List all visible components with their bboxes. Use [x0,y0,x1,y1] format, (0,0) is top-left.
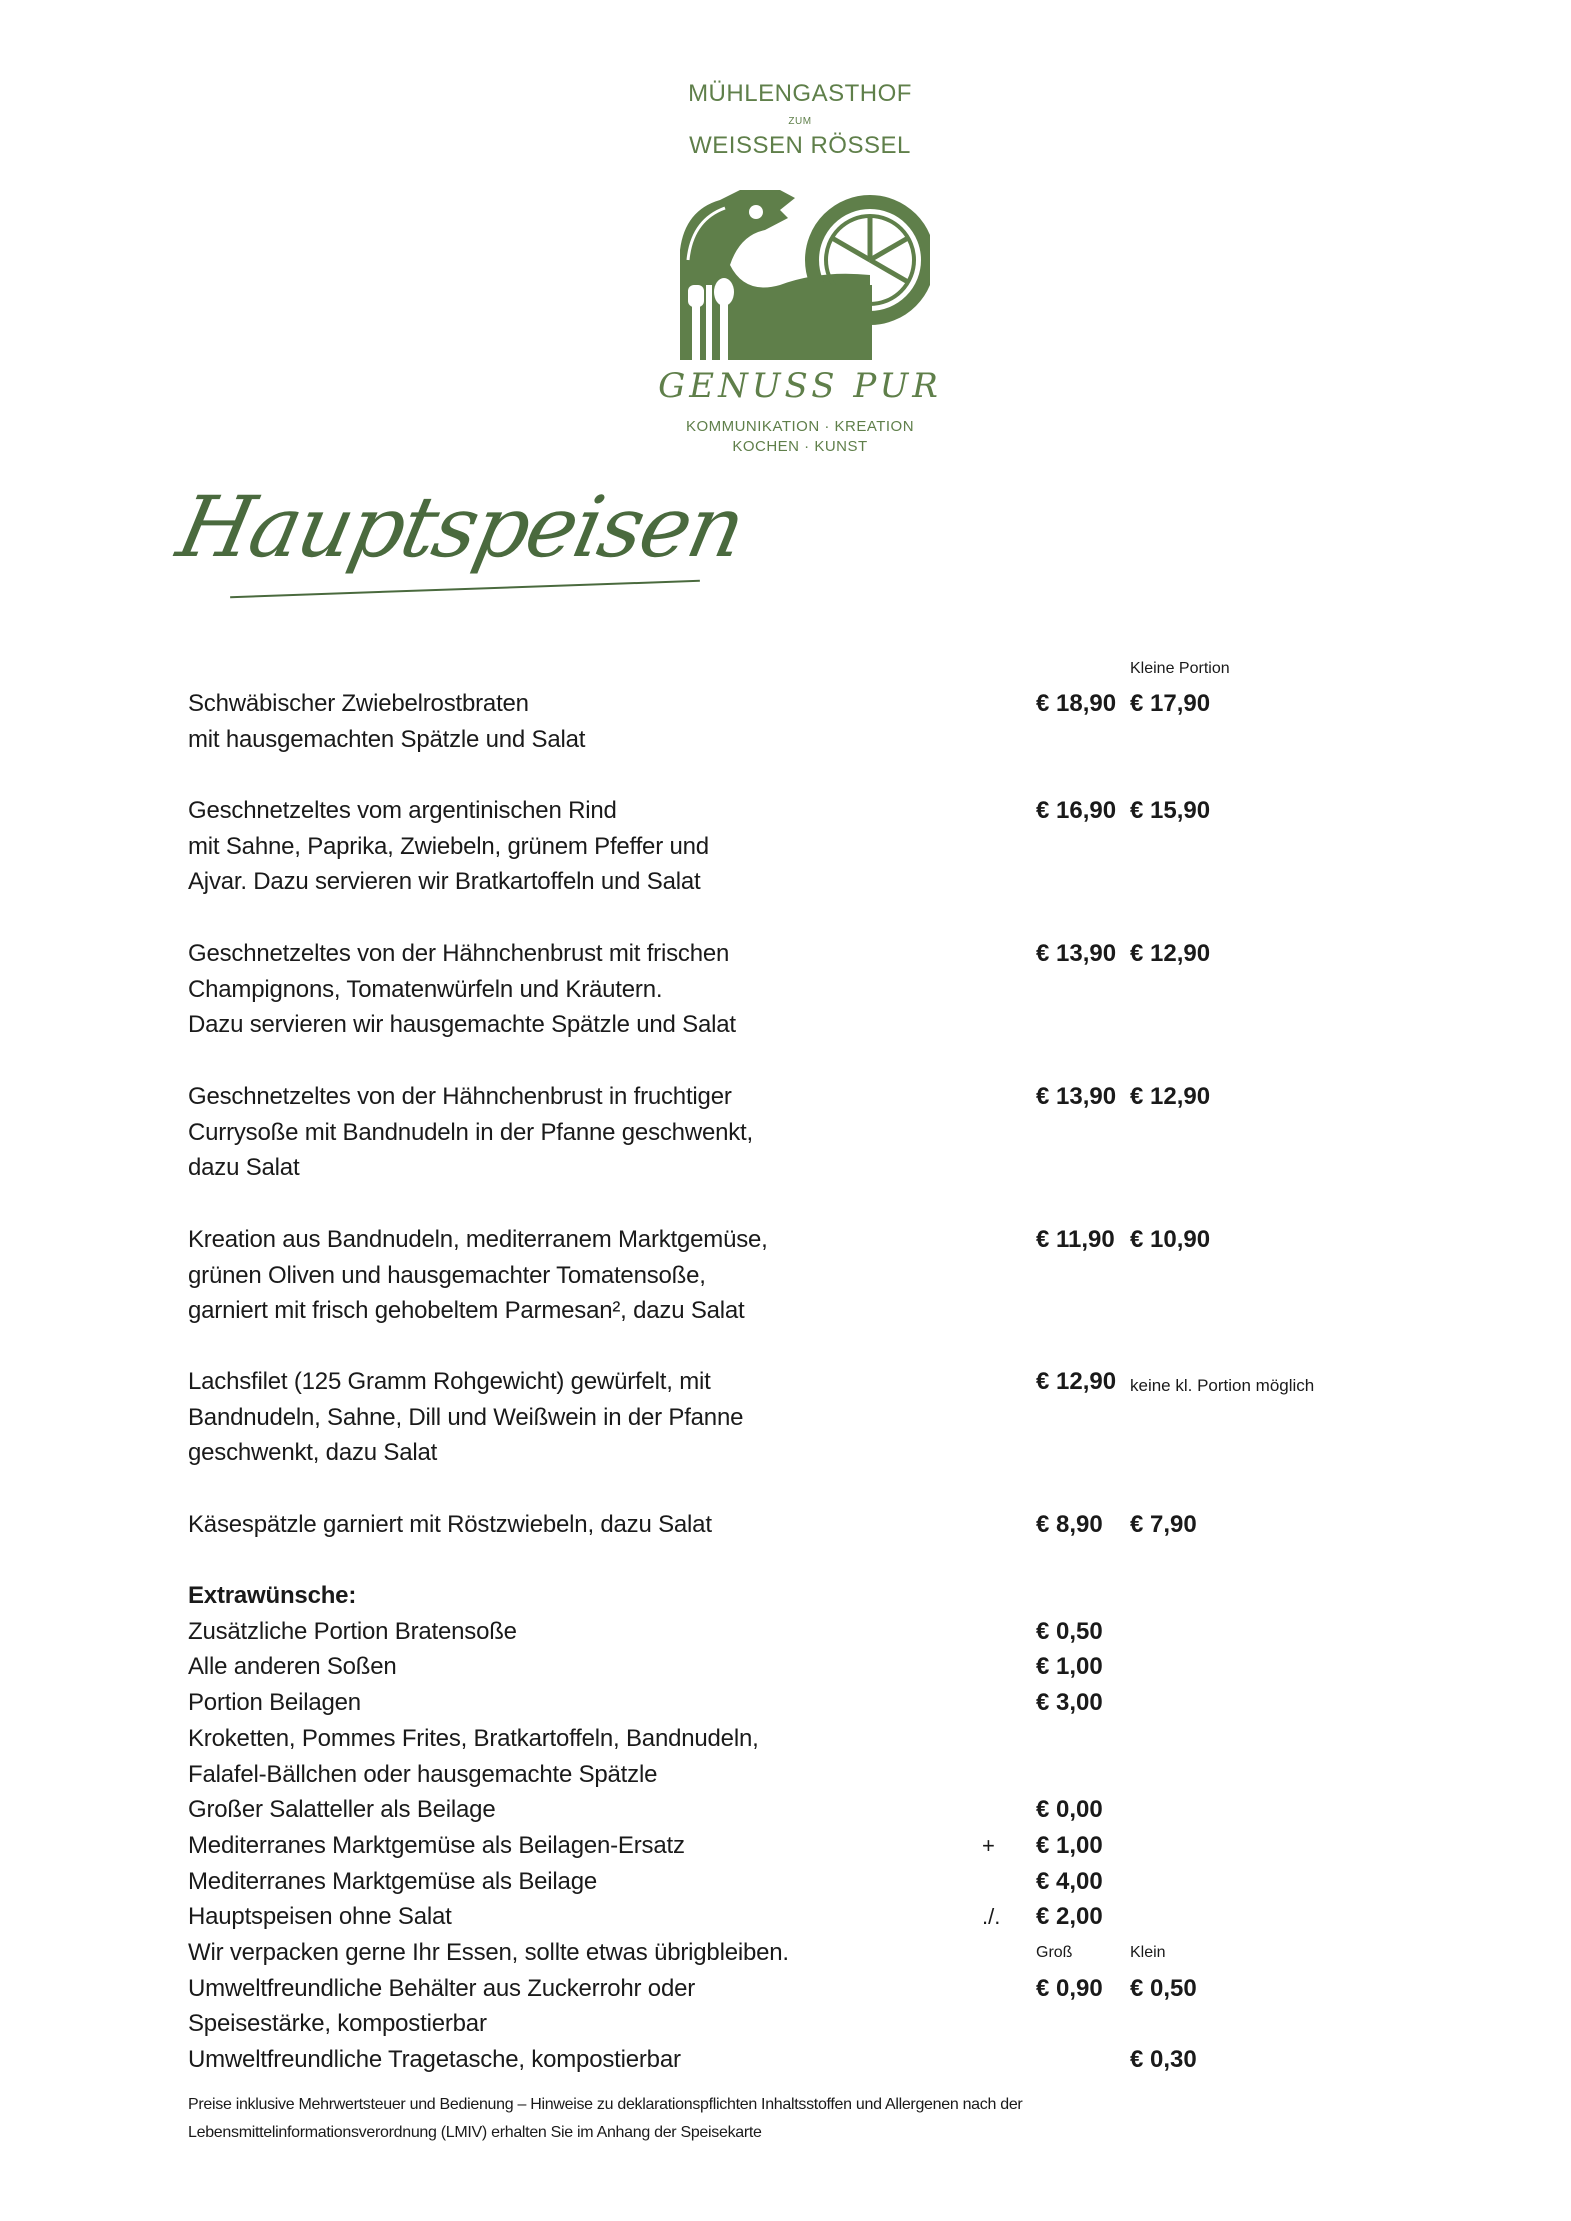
extras-item-label: Großer Salatteller als Beilage [188,1796,496,1824]
extras-item-label: Mediterranes Marktgemüse als Beilage [188,1867,597,1895]
extras-item-label: Wir verpacken gerne Ihr Essen, sollte etwas übrigbleiben. [188,1939,789,1966]
extras-item-label: Umweltfreundliche Tragetasche, kompostierbar [188,2046,681,2074]
dish-price: € 12,90 [1036,1368,1117,1395]
dish-description-line: grünen Oliven und hausgemachter Tomatensoße, [188,1261,706,1289]
extras-item-price: € 1,00 [1036,1831,1103,1859]
extras-item-label: Portion Beilagen [188,1689,361,1717]
extras-item-price: € 3,00 [1036,1689,1103,1717]
horse-millwheel-icon [670,190,930,360]
dish-description-line: mit Sahne, Paprika, Zwiebeln, grünem Pfeffer und [188,832,709,860]
extras-item-price: € 0,90 [1036,1974,1103,2002]
extras-item-label: Kroketten, Pommes Frites, Bratkartoffeln, Bandnudeln, [188,1724,759,1752]
extras-item-price: € 0,00 [1036,1796,1103,1824]
dish-small-portion-price: € 17,90 [1130,690,1211,717]
dish-price: € 8,90 [1036,1511,1103,1538]
size-label-small: Klein [1130,1944,1166,1961]
logo-name-line3: WEISSEN RÖSSEL [689,132,911,159]
no-small-portion-note: keine kl. Portion möglich [1130,1376,1315,1395]
dish-description-line: geschwenkt, dazu Salat [188,1439,438,1467]
dish-description-line: Bandnudeln, Sahne, Dill und Weißwein in der Pfanne [188,1403,744,1431]
dish-description-line: Geschnetzeltes von der Hähnchenbrust mit frischen [188,940,730,967]
dish-description-line: Dazu servieren wir hausgemachte Spätzle und Salat [188,1011,736,1039]
logo-tagline-1: KOMMUNIKATION · KREATION [685,418,915,435]
extras-item-label: Falafel-Bällchen oder hausgemachte Spätzle [188,1760,658,1788]
dish-price: € 13,90 [1036,1083,1117,1110]
extras-item-label: Hauptspeisen ohne Salat [188,1903,452,1931]
restaurant-logo [640,70,960,470]
dish-price: € 16,90 [1036,797,1117,824]
heading-underline [230,580,700,598]
footer-note-line1: Preise inklusive Mehrwertsteuer und Bedienung – Hinweise zu deklarationspflichten Inhaltsstoffen und Allergenen nach der [188,2096,1023,2113]
extras-item-label: Alle anderen Soßen [188,1653,397,1681]
logo-name-line2: ZUM [788,116,812,127]
dish-description-line: Schwäbischer Zwiebelrostbraten [188,690,529,717]
dish-description-line: Champignons, Tomatenwürfeln und Kräutern. [188,975,663,1003]
logo-tagline-2: KOCHEN · KUNST [732,438,868,455]
extras-item-label: Speisestärke, kompostierbar [188,2010,487,2038]
logo-name-line1: MÜHLENGASTHOF [688,80,912,107]
dish-small-portion-price: € 7,90 [1130,1511,1197,1538]
small-portion-column-header: Kleine Portion [1130,660,1230,677]
dish-description-line: Geschnetzeltes von der Hähnchenbrust in fruchtiger [188,1083,732,1110]
extras-item-price: € 2,00 [1036,1903,1103,1931]
extras-item-label: Umweltfreundliche Behälter aus Zuckerrohr oder [188,1974,696,2002]
extras-heading: Extrawünsche: [188,1582,357,1609]
dish-price: € 11,90 [1036,1226,1115,1253]
extras-item-label: Zusätzliche Portion Bratensoße [188,1617,517,1645]
dish-small-portion-price: € 12,90 [1130,940,1211,967]
dish-small-portion-price: € 12,90 [1130,1083,1211,1110]
dish-description-line: Currysoße mit Bandnudeln in der Pfanne geschwenkt, [188,1118,753,1146]
extras-item-small-price: € 0,30 [1130,2046,1197,2074]
dish-price: € 13,90 [1036,940,1117,967]
footer-note-line2: Lebensmittelinformationsverordnung (LMIV) erhalten Sie im Anhang der Speisekarte [188,2124,762,2141]
extras-price-modifier: + [982,1832,995,1858]
extras-price-modifier: ./. [982,1904,1001,1930]
extras-item-small-price: € 0,50 [1130,1974,1197,2002]
dish-description-line: garniert mit frisch gehobeltem Parmesan², dazu Salat [188,1297,745,1325]
size-label-large: Groß [1036,1944,1073,1961]
dish-description-line: Geschnetzeltes vom argentinischen Rind [188,797,617,824]
extras-item-price: € 1,00 [1036,1653,1103,1681]
dish-description-line: Kreation aus Bandnudeln, mediterranem Marktgemüse, [188,1226,768,1253]
logo-slogan: GENUSS PUR [658,366,942,406]
dish-description-line: Käsespätzle garniert mit Röstzwiebeln, dazu Salat [188,1511,712,1538]
dish-small-portion-price: € 10,90 [1130,1226,1211,1253]
dish-small-portion-price: € 15,90 [1130,797,1211,824]
extras-item-label: Mediterranes Marktgemüse als Beilagen-Ersatz [188,1831,685,1859]
dish-description-line: Lachsfilet (125 Gramm Rohgewicht) gewürfelt, mit [188,1368,711,1395]
dish-description-line: Ajvar. Dazu servieren wir Bratkartoffeln und Salat [188,868,701,896]
dish-description-line: mit hausgemachten Spätzle und Salat [188,725,586,753]
section-heading: Hauptspeisen [169,478,752,576]
dish-description-line: dazu Salat [188,1154,300,1182]
dish-price: € 18,90 [1036,690,1117,717]
extras-item-price: € 4,00 [1036,1867,1103,1895]
extras-item-price: € 0,50 [1036,1617,1103,1645]
